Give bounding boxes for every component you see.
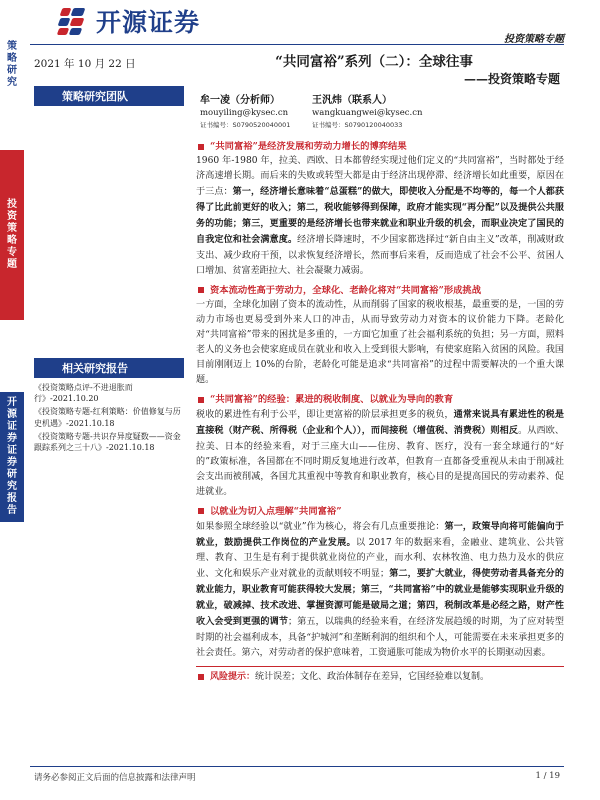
square-bullet-icon (198, 397, 204, 403)
logo-mark-icon (58, 6, 88, 36)
square-bullet-icon (198, 287, 204, 293)
author-name: 牟一凌（分析师） (200, 95, 280, 106)
brand-logo (58, 4, 238, 38)
section-heading: “共同富裕”是经济发展和劳动力增长的博弈结果 (196, 139, 564, 154)
page-number: 1 / 19 (535, 771, 560, 781)
square-bullet-icon (198, 144, 204, 150)
related-report-link[interactable]: 《投资策略专题-共识存异度疑数——资金跟踪系列之三十八》-2021.10.18 (34, 431, 181, 453)
body-divider (196, 666, 564, 667)
related-reports-list (34, 382, 184, 455)
report-type: 投资策略专题 (504, 34, 564, 45)
report-body (196, 139, 564, 684)
footer-disclaimer: 请务必参阅正文后面的信息披露和法律声明 (34, 773, 196, 783)
side-tab-research-report: 开源证券证券研究报告 (0, 392, 24, 522)
author-card (312, 95, 422, 131)
author-email[interactable]: wangkuangwei@kysec.cn (312, 108, 423, 118)
related-report-link[interactable]: 《投资策略专题-红利策略：价值修复与历史机遇》-2021.10.18 (34, 407, 181, 428)
author-name: 王汎炜（联系人） (312, 95, 392, 106)
paragraph: 税收的累进性有利于公平，即让更富裕的阶层承担更多的税负，通常来说具有累进性的税是直接税（财产税、所得税（企业和个人）），而间接税（增值税、消费税）则相反。从西欧、拉美、日本的经验来看，对于三座大山——住房、教育、医疗，没有一套全球通行的“好的”政策标准，各国都在不同时期反复地进行改革，但教育一直都备受重视从未由于削减社会支出而被削减，各国尤其重视中等教育和职业教育，核心目的是提高国民的劳动素养、促进就业。 (196, 409, 564, 497)
brand-name: 开源证券 (96, 8, 201, 37)
related-reports-heading: 相关研究报告 (34, 358, 184, 378)
section-heading: 以就业为切入点理解“共同富裕” (196, 504, 564, 519)
section-heading: “共同富裕”的经验：累进的税收制度、以就业为导向的教育 (196, 392, 564, 407)
side-tab-report-type: 投资策略专题 (0, 150, 24, 320)
square-bullet-icon (198, 508, 204, 514)
paragraph: 1960 年-1980 年，拉美、西欧、日本都曾经实现过他们定义的“共同富裕”，当时都处于经济高速增长期。而后来的失败或转型大都是由于经济出现停滞、经济增长如此重要，原因在于三点：第一，经济增长意味着“总蛋糕”的做大，即使收入分配是不均等的，每一个人都获得了比此前更好的收入；第二，税收能够得到保障，政府才能实现“再分配”以及提供公共服务的功能；第三，更重要的是经济增长也带来就业和职业升级的机会，而职业决定了国民的自我定位和社会满意度。经济增长降速时，不少国家都选择过“新自由主义”改革，削减财政支出、减少政府干预，以求恢复经济增长，然而事后来看，反而造成了社会不公平、贫困人口增加、贫富差距拉大、社会凝聚力减弱。 (196, 156, 564, 276)
page-subtitle: ——投资策略专题 (463, 72, 560, 86)
author-card (200, 95, 290, 131)
related-report-link[interactable]: 《投资策略点评-不进退胀而行》-2021.10.20 (34, 383, 133, 404)
page-title: “共同富裕”系列（二）：全球往事 (275, 54, 473, 70)
team-heading: 策略研究团队 (34, 86, 184, 106)
paragraph: 如果参照全球经验以“就业”作为核心，将会有几点重要推论：第一，政策导向将可能偏向于就业，鼓励提供工作岗位的产业发展。以 2017 年的数据来看，金融业、建筑业、公共管理、教育、卫生是有利于提供就业岗位的产业，而水利、农林牧渔、电力热力及水的供应业、文化和娱乐产业对就业的贡献则较不明显；第二，要扩大就业，得使劳动者具备充分的就业能力，职业教育可能获得较大发展；第三，“共同富裕”中的就业是能够实现职业升级的就业，破减掉、技术改进、掌握资源可能是破局之道；第四，税制改革是必经之路，财产性收入会受到更强的调节；第五，以瑞典的经验来看，在经济发展趋缓的时期，为了应对转型时期的社会福利成本，具备“护城河”和垄断利润的组织和个人，可能需要在未来承担更多的社会责任。第六，对劳动者的保护意味着，工资通胀可能成为物价水平的长期驱动因素。 (196, 520, 564, 658)
section-heading: 资本流动性高于劳动力，全球化、老龄化将对“共同富裕”形成挑战 (196, 283, 564, 298)
author-email[interactable]: mouyiling@kysec.cn (200, 108, 289, 118)
side-tab-strategy: 策略研究 (7, 41, 17, 88)
footer-divider (30, 766, 564, 767)
paragraph: 一方面，全球化加剧了资本的流动性，从而削弱了国家的税收根基，最重要的是，一国的劳动力市场也更易受到外来人口的冲击，从而导致劳动力对资本的议价能力下降。老龄化对“共同富裕”带来的困扰是多重的，一方面它加重了社会福利系统的负担；另一方面，照料老人的义务也会使家庭成员在就业和收入上受到很大影响，有使家庭陷入贫困的风险。我国目前刚刚迈上 10%的台阶，老龄化可能是追求“共同富裕”的过程中需要解决的一个重大课题。 (196, 299, 564, 386)
author-cert: 证书编号：S0790120040033 (312, 121, 403, 129)
author-cert: 证书编号：S0790520040001 (200, 121, 291, 129)
risk-warning: 风险提示： 统计误差；文化、政治体制存在差异，它国经验难以复制。 (196, 670, 564, 684)
report-date: 2021 年 10 月 22 日 (34, 58, 136, 70)
square-bullet-icon (198, 674, 204, 680)
header-divider (30, 44, 564, 45)
